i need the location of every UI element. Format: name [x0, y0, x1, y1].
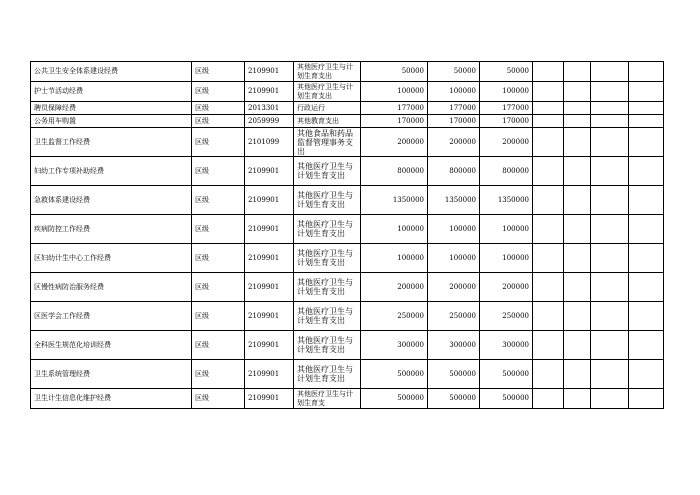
empty-cell [533, 186, 564, 215]
amount-general-cell: 100000 [480, 244, 533, 273]
table-row [31, 82, 664, 102]
amount-total-cell: 250000 [361, 302, 428, 331]
amount-budget-cell: 800000 [428, 157, 480, 186]
amount-general-cell: 200000 [480, 128, 533, 157]
empty-cell [591, 128, 629, 157]
amount-general-cell: 800000 [480, 157, 533, 186]
amount-total-cell: 170000 [361, 115, 428, 128]
empty-cell [564, 331, 591, 360]
amount-total-cell: 800000 [361, 157, 428, 186]
project-name-cell: 妇幼工作专项补助经费 [31, 157, 192, 186]
function-name-cell: 其他医疗卫生与计划生育支出 [294, 244, 361, 273]
empty-cell [533, 244, 564, 273]
empty-cell [629, 115, 664, 128]
amount-budget-cell: 50000 [428, 62, 480, 82]
empty-cell [564, 128, 591, 157]
empty-cell [564, 62, 591, 82]
amount-budget-cell: 177000 [428, 102, 480, 115]
function-name-cell: 其他医疗卫生与计划生育支出 [294, 302, 361, 331]
table-row [31, 102, 664, 115]
amount-total-cell: 500000 [361, 389, 428, 409]
empty-cell [629, 102, 664, 115]
empty-cell [591, 389, 629, 409]
amount-general-cell: 177000 [480, 102, 533, 115]
empty-cell [591, 215, 629, 244]
function-name-cell: 其他医疗卫生与计划生育支 [294, 389, 361, 409]
amount-budget-cell: 200000 [428, 128, 480, 157]
amount-total-cell: 100000 [361, 244, 428, 273]
empty-cell [629, 62, 664, 82]
function-name-cell: 其他教育支出 [294, 115, 361, 128]
table-row [31, 115, 664, 128]
amount-budget-cell: 500000 [428, 389, 480, 409]
amount-budget-cell: 300000 [428, 331, 480, 360]
amount-general-cell: 250000 [480, 302, 533, 331]
empty-cell [533, 157, 564, 186]
empty-cell [564, 102, 591, 115]
empty-cell [533, 302, 564, 331]
project-name-cell: 护士节活动经费 [31, 82, 192, 102]
function-code-cell: 2109901 [245, 273, 294, 302]
project-name-cell: 公共卫生安全体系建设经费 [31, 62, 192, 82]
level-cell: 区级 [192, 82, 245, 102]
project-name-cell: 区医学会工作经费 [31, 302, 192, 331]
function-code-cell: 2059999 [245, 115, 294, 128]
project-name-cell: 疾病防控工作经费 [31, 215, 192, 244]
function-code-cell: 2109901 [245, 186, 294, 215]
level-cell: 区级 [192, 273, 245, 302]
empty-cell [564, 115, 591, 128]
table-row [31, 331, 664, 360]
function-name-cell: 其他医疗卫生与计划生育支出 [294, 82, 361, 102]
table-row [31, 389, 664, 409]
table-row [31, 186, 664, 215]
empty-cell [591, 273, 629, 302]
amount-budget-cell: 100000 [428, 215, 480, 244]
empty-cell [533, 273, 564, 302]
empty-cell [564, 302, 591, 331]
empty-cell [591, 62, 629, 82]
project-name-cell: 区慢性病防治服务经费 [31, 273, 192, 302]
table-row [31, 360, 664, 389]
amount-total-cell: 50000 [361, 62, 428, 82]
empty-cell [591, 360, 629, 389]
table-row [31, 157, 664, 186]
level-cell: 区级 [192, 115, 245, 128]
amount-budget-cell: 200000 [428, 273, 480, 302]
amount-total-cell: 100000 [361, 215, 428, 244]
function-code-cell: 2109901 [245, 157, 294, 186]
empty-cell [564, 273, 591, 302]
level-cell: 区级 [192, 360, 245, 389]
amount-general-cell: 1350000 [480, 186, 533, 215]
empty-cell [629, 302, 664, 331]
project-name-cell: 区妇幼计生中心工作经费 [31, 244, 192, 273]
empty-cell [629, 273, 664, 302]
empty-cell [629, 331, 664, 360]
level-cell: 区级 [192, 102, 245, 115]
level-cell: 区级 [192, 128, 245, 157]
function-name-cell: 其他医疗卫生与计划生育支出 [294, 157, 361, 186]
empty-cell [591, 186, 629, 215]
amount-general-cell: 170000 [480, 115, 533, 128]
table-row [31, 244, 664, 273]
empty-cell [591, 82, 629, 102]
project-name-cell: 公务用车购置 [31, 115, 192, 128]
level-cell: 区级 [192, 186, 245, 215]
amount-budget-cell: 1350000 [428, 186, 480, 215]
function-name-cell: 其他医疗卫生与计划生育支出 [294, 360, 361, 389]
function-name-cell: 其他医疗卫生与计划生育支出 [294, 273, 361, 302]
project-name-cell: 急救体系建设经费 [31, 186, 192, 215]
empty-cell [591, 115, 629, 128]
empty-cell [533, 128, 564, 157]
function-code-cell: 2101099 [245, 128, 294, 157]
empty-cell [629, 186, 664, 215]
project-name-cell: 卫生计生信息化维护经费 [31, 389, 192, 409]
empty-cell [591, 157, 629, 186]
empty-cell [564, 186, 591, 215]
empty-cell [533, 215, 564, 244]
empty-cell [564, 389, 591, 409]
project-name-cell: 全科医生规范化培训经费 [31, 331, 192, 360]
empty-cell [591, 331, 629, 360]
table-row [31, 62, 664, 82]
empty-cell [591, 302, 629, 331]
table-row [31, 273, 664, 302]
amount-budget-cell: 500000 [428, 360, 480, 389]
amount-total-cell: 200000 [361, 273, 428, 302]
function-code-cell: 2109901 [245, 389, 294, 409]
empty-cell [564, 215, 591, 244]
empty-cell [564, 360, 591, 389]
function-name-cell: 其他食品和药品监督管理事务支出 [294, 128, 361, 157]
level-cell: 区级 [192, 62, 245, 82]
amount-general-cell: 500000 [480, 360, 533, 389]
empty-cell [533, 115, 564, 128]
empty-cell [533, 331, 564, 360]
empty-cell [533, 360, 564, 389]
amount-general-cell: 300000 [480, 331, 533, 360]
empty-cell [533, 389, 564, 409]
table-row [31, 215, 664, 244]
project-name-cell: 卫生监督工作经费 [31, 128, 192, 157]
amount-total-cell: 300000 [361, 331, 428, 360]
level-cell: 区级 [192, 157, 245, 186]
project-name-cell: 卫生系统管理经费 [31, 360, 192, 389]
function-code-cell: 2109901 [245, 331, 294, 360]
function-code-cell: 2109901 [245, 215, 294, 244]
amount-general-cell: 100000 [480, 82, 533, 102]
empty-cell [629, 244, 664, 273]
amount-budget-cell: 100000 [428, 82, 480, 102]
empty-cell [564, 244, 591, 273]
empty-cell [564, 82, 591, 102]
amount-budget-cell: 100000 [428, 244, 480, 273]
empty-cell [533, 62, 564, 82]
table-row [31, 302, 664, 331]
empty-cell [629, 157, 664, 186]
empty-cell [533, 82, 564, 102]
level-cell: 区级 [192, 331, 245, 360]
project-name-cell: 聘员保障经费 [31, 102, 192, 115]
function-code-cell: 2109901 [245, 82, 294, 102]
amount-total-cell: 1350000 [361, 186, 428, 215]
amount-general-cell: 200000 [480, 273, 533, 302]
empty-cell [629, 360, 664, 389]
amount-total-cell: 200000 [361, 128, 428, 157]
empty-cell [591, 102, 629, 115]
amount-total-cell: 500000 [361, 360, 428, 389]
amount-total-cell: 100000 [361, 82, 428, 102]
function-name-cell: 其他医疗卫生与计划生育支出 [294, 62, 361, 82]
function-code-cell: 2109901 [245, 62, 294, 82]
function-code-cell: 2013301 [245, 102, 294, 115]
function-name-cell: 行政运行 [294, 102, 361, 115]
amount-general-cell: 50000 [480, 62, 533, 82]
function-code-cell: 2109901 [245, 244, 294, 273]
amount-general-cell: 100000 [480, 215, 533, 244]
empty-cell [629, 82, 664, 102]
amount-budget-cell: 250000 [428, 302, 480, 331]
function-name-cell: 其他医疗卫生与计划生育支出 [294, 331, 361, 360]
level-cell: 区级 [192, 389, 245, 409]
empty-cell [629, 215, 664, 244]
empty-cell [629, 389, 664, 409]
level-cell: 区级 [192, 302, 245, 331]
empty-cell [533, 102, 564, 115]
level-cell: 区级 [192, 244, 245, 273]
amount-general-cell: 500000 [480, 389, 533, 409]
empty-cell [629, 128, 664, 157]
function-name-cell: 其他医疗卫生与计划生育支出 [294, 186, 361, 215]
table-row [31, 128, 664, 157]
amount-total-cell: 177000 [361, 102, 428, 115]
empty-cell [564, 157, 591, 186]
budget-table [30, 61, 664, 409]
function-code-cell: 2109901 [245, 360, 294, 389]
empty-cell [591, 244, 629, 273]
function-code-cell: 2109901 [245, 302, 294, 331]
level-cell: 区级 [192, 215, 245, 244]
function-name-cell: 其他医疗卫生与计划生育支出 [294, 215, 361, 244]
table-body [31, 62, 664, 409]
amount-budget-cell: 170000 [428, 115, 480, 128]
